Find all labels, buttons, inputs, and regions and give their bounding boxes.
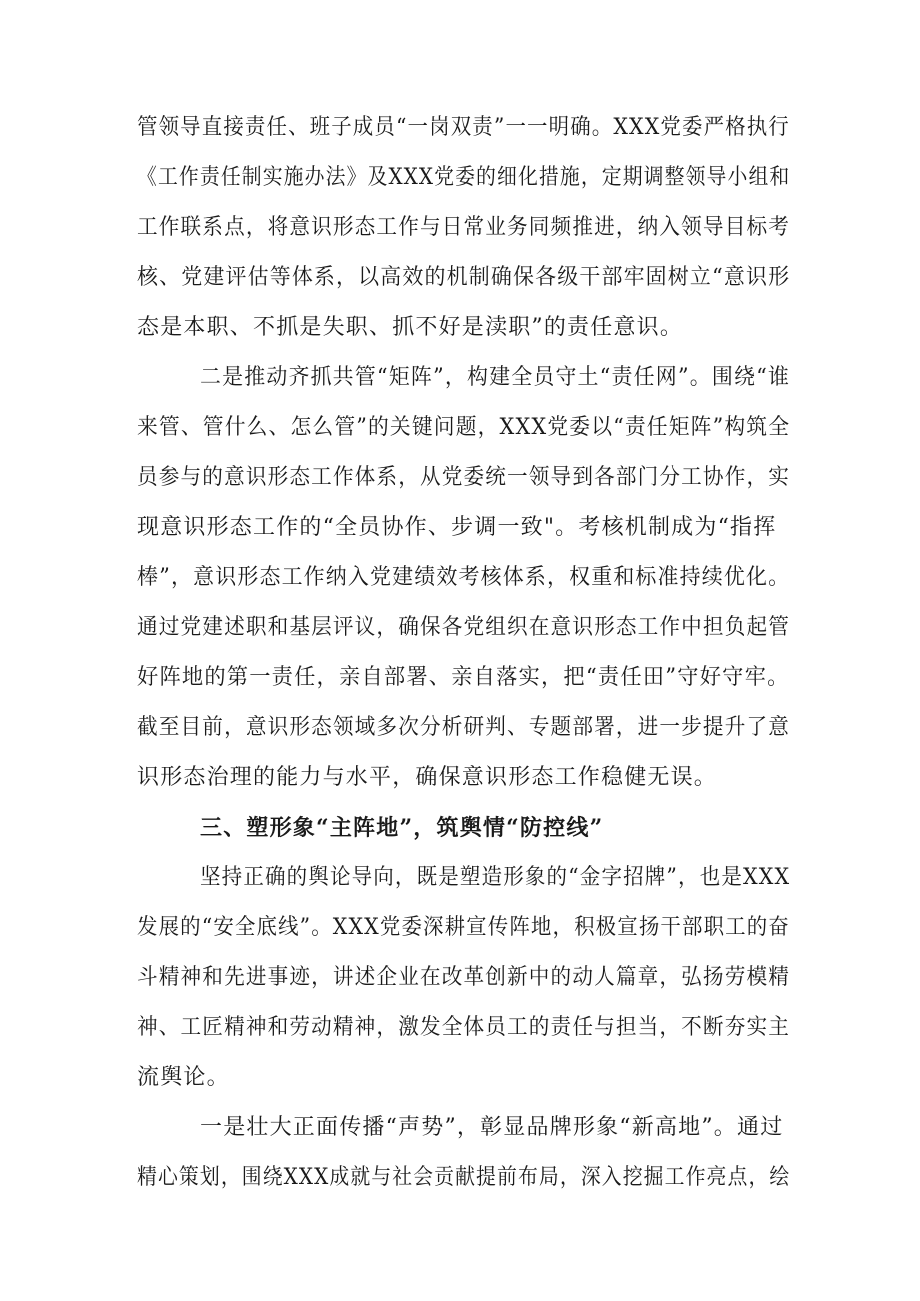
paragraph-line: 棒”，意识形态工作纳入党建绩效考核体系，权重和标准持续优化。 [137, 565, 791, 590]
section-heading: 三、塑形象“主阵地”，筑舆情“防控线” [200, 815, 604, 841]
paragraph-first-line: 二是推动齐抓共管“矩阵”，构建全员守土“责任网”。围绕“谁 [200, 365, 791, 390]
paragraph-line: 《工作责任制实施办法》及XXX党委的细化措施，定期调整领导小组和 [137, 165, 791, 190]
paragraph-line: 核、党建评估等体系，以高效的机制确保各级干部牢固树立“意识形 [137, 265, 791, 290]
paragraph-line: 现意识形态工作的“全员协作、步调一致"。考核机制成为“指挥 [137, 515, 777, 540]
paragraph-line: 工作联系点，将意识形态工作与日常业务同频推进，纳入领导目标考 [137, 215, 791, 240]
paragraph-line: 神、工匠精神和劳动精神，激发全体员工的责任与担当，不断夯实主 [137, 1015, 791, 1040]
paragraph-line: 流舆论。 [137, 1065, 230, 1090]
paragraph-line: 好阵地的第一责任，亲自部署、亲自落实，把“责任田”守好守牢。 [137, 665, 790, 690]
paragraph-line: 斗精神和先进事迹，讲述企业在改革创新中的动人篇章，弘扬劳模精 [137, 965, 791, 990]
paragraph-line: 识形态治理的能力与水平，确保意识形态工作稳健无误。 [137, 765, 718, 790]
paragraph-line: 员参与的意识形态工作体系，从党委统一领导到各部门分工协作，实 [137, 465, 791, 490]
paragraph-line: 管领导直接责任、班子成员“一岗双责”一一明确。XXX党委严格执行 [137, 115, 790, 140]
paragraph-first-line: 坚持正确的舆论导向，既是塑造形象的“金字招牌”，也是XXX [200, 865, 791, 890]
paragraph-first-line: 一是壮大正面传播“声势”，彰显品牌形象“新高地”。通过 [200, 1115, 784, 1140]
paragraph-line: 发展的“安全底线”。XXX党委深耕宣传阵地，积极宣扬干部职工的奋 [137, 915, 790, 940]
paragraph-line: 态是本职、不抓是失职、抓不好是渎职”的责任意识。 [137, 315, 684, 340]
paragraph-line: 精心策划，围绕XXX成就与社会贡献提前布局，深入挖掘工作亮点，绘 [137, 1165, 791, 1190]
paragraph-line: 通过党建述职和基层评议，确保各党组织在意识形态工作中担负起管 [137, 615, 791, 640]
paragraph-line: 来管、管什么、怎么管”的关键问题，XXX党委以“责任矩阵”构筑全 [137, 415, 791, 440]
paragraph-line: 截至目前，意识形态领域多次分析研判、专题部署，进一步提升了意 [137, 715, 791, 740]
